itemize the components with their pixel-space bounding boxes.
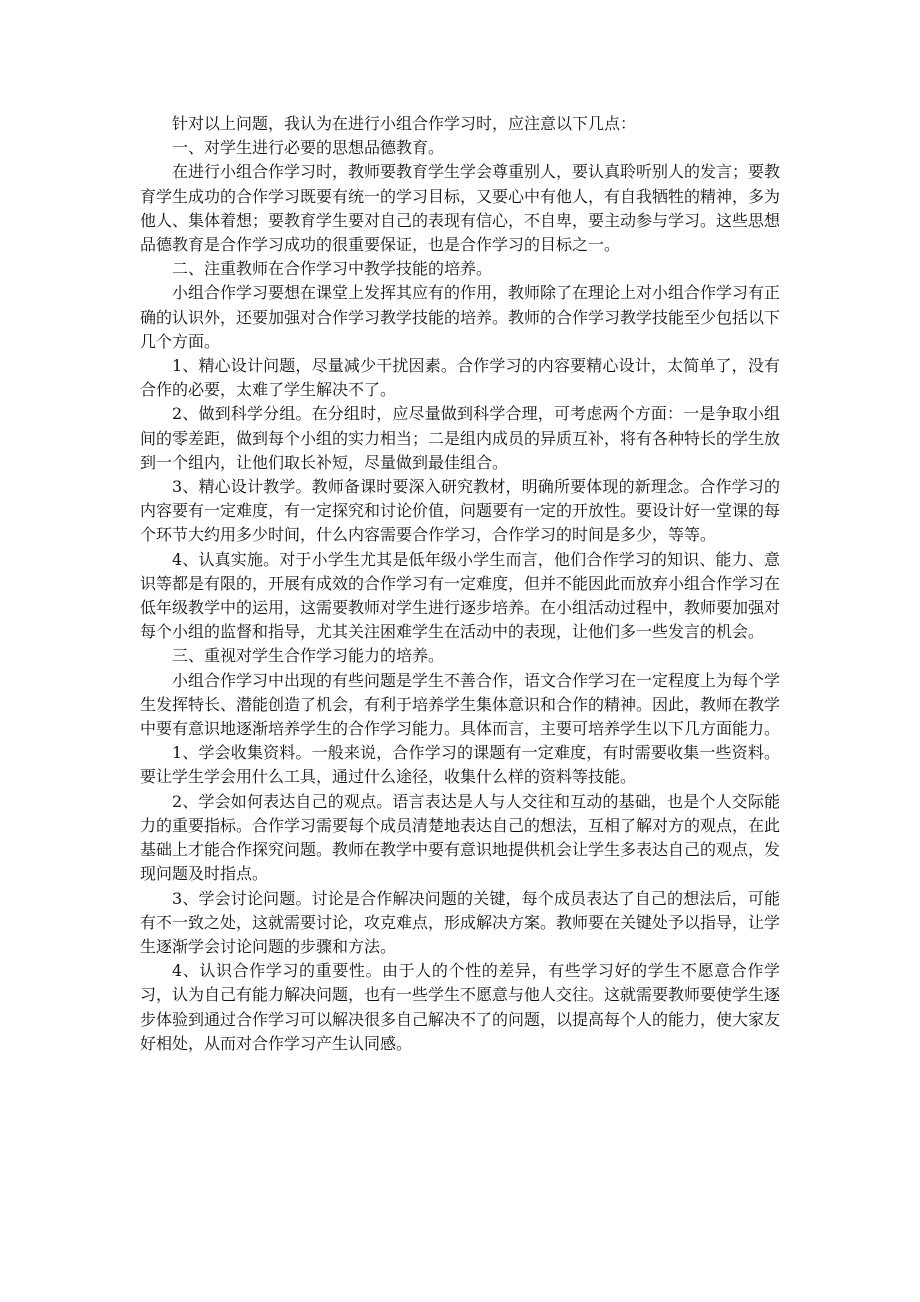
list-item-paragraph: 3、学会讨论问题。讨论是合作解决问题的关键，每个成员表达了自己的想法后，可能有不一致之处，这就需要讨论，攻克难点，形成解决方案。教师要在关键处予以指导，让学生逐渐学会讨论问题的步骤和方法。 <box>140 888 781 956</box>
body-paragraph: 小组合作学习中出现的有些问题是学生不善合作，语文合作学习在一定程度上为每个学生发挥特长、潜能创造了机会，有利于培养学生集体意识和合作的精神。因此，教师在教学中要有意识地逐渐培养学生的合作学习能力。具体而言，主要可培养学生以下几方面能力。 <box>140 670 781 739</box>
list-item-paragraph: 3、精心设计教学。教师备课时要深入研究教材，明确所要体现的新理念。合作学习的内容要有一定难度，有一定探究和讨论价值，问题要有一定的开放性。要设计好一堂课的每个环节大约用多少时间，什么内容需要合作学习，合作学习的时间是多少，等等。 <box>140 477 781 545</box>
section-heading-2: 二、注重教师在合作学习中教学技能的培养。 <box>172 259 493 279</box>
body-paragraph: 在进行小组合作学习时，教师要教育学生学会尊重别人，要认真聆听别人的发言；要教育学生成功的合作学习既要有统一的学习目标，又要心中有他人，有自我牺牲的精神，多为他人、集体着想；要教育学生要对自己的表现有信心，不自卑，要主动参与学习。这些思想品德教育是合作学习成功的很重要保证，也是合作学习的目标之一。 <box>140 162 781 255</box>
list-item-paragraph: 1、学会收集资料。一般来说，合作学习的课题有一定难度，有时需要收集一些资料。要让学生学会用什么工具，通过什么途径，收集什么样的资料等技能。 <box>140 743 780 787</box>
list-item-paragraph: 1、精心设计问题，尽量减少干扰因素。合作学习的内容要精心设计，太简单了，没有合作的必要，太难了学生解决不了。 <box>140 356 780 400</box>
list-item-paragraph: 4、认真实施。对于小学生尤其是低年级小学生而言，他们合作学习的知识、能力、意识等都是有限的，开展有成效的合作学习有一定难度，但并不能因此而放弃小组合作学习在低年级教学中的运用，这需要教师对学生进行逐步培养。在小组活动过程中，教师要加强对每个小组的监督和指导，尤其关注困难学生在活动中的表现，让他们多一些发言的机会。 <box>140 549 781 642</box>
list-item-paragraph: 2、做到科学分组。在分组时，应尽量做到科学合理，可考虑两个方面：一是争取小组间的零差距，做到每个小组的实力相当；二是组内成员的异质互补，将有各种特长的学生放到一个组内，让他们取长补短，尽量做到最佳组合。 <box>140 404 781 472</box>
section-heading-3: 三、重视对学生合作学习能力的培养。 <box>172 646 445 666</box>
body-paragraph: 小组合作学习要想在课堂上发挥其应有的作用，教师除了在理论上对小组合作学习有正确的认识外，还要加强对合作学习教学技能的培养。教师的合作学习教学技能至少包括以下几个方面。 <box>140 283 781 351</box>
section-heading-1: 一、对学生进行必要的思想品德教育。 <box>172 138 445 158</box>
list-item-paragraph: 4、认识合作学习的重要性。由于人的个性的差异，有些学习好的学生不愿意合作学习，认为自己有能力解决问题，也有一些学生不愿意与他人交往。这就需要教师要使学生逐步体验到通过合作学习可以解决很多自己解决不了的问题，以提高每个人的能力，使大家友好相处，从而对合作学习产生认同感。 <box>140 961 781 1053</box>
document-page <box>140 112 780 1056</box>
intro-paragraph: 针对以上问题，我认为在进行小组合作学习时，应注意以下几点： <box>172 114 637 133</box>
list-item-paragraph: 2、学会如何表达自己的观点。语言表达是人与人交往和互动的基础，也是个人交际能力的重要指标。合作学习需要每个成员清楚地表达自己的想法，互相了解对方的观点，在此基础上才能合作探究问题。教师在教学中要有意识地提供机会让学生多表达自己的观点，发现问题及时指点。 <box>140 791 781 884</box>
